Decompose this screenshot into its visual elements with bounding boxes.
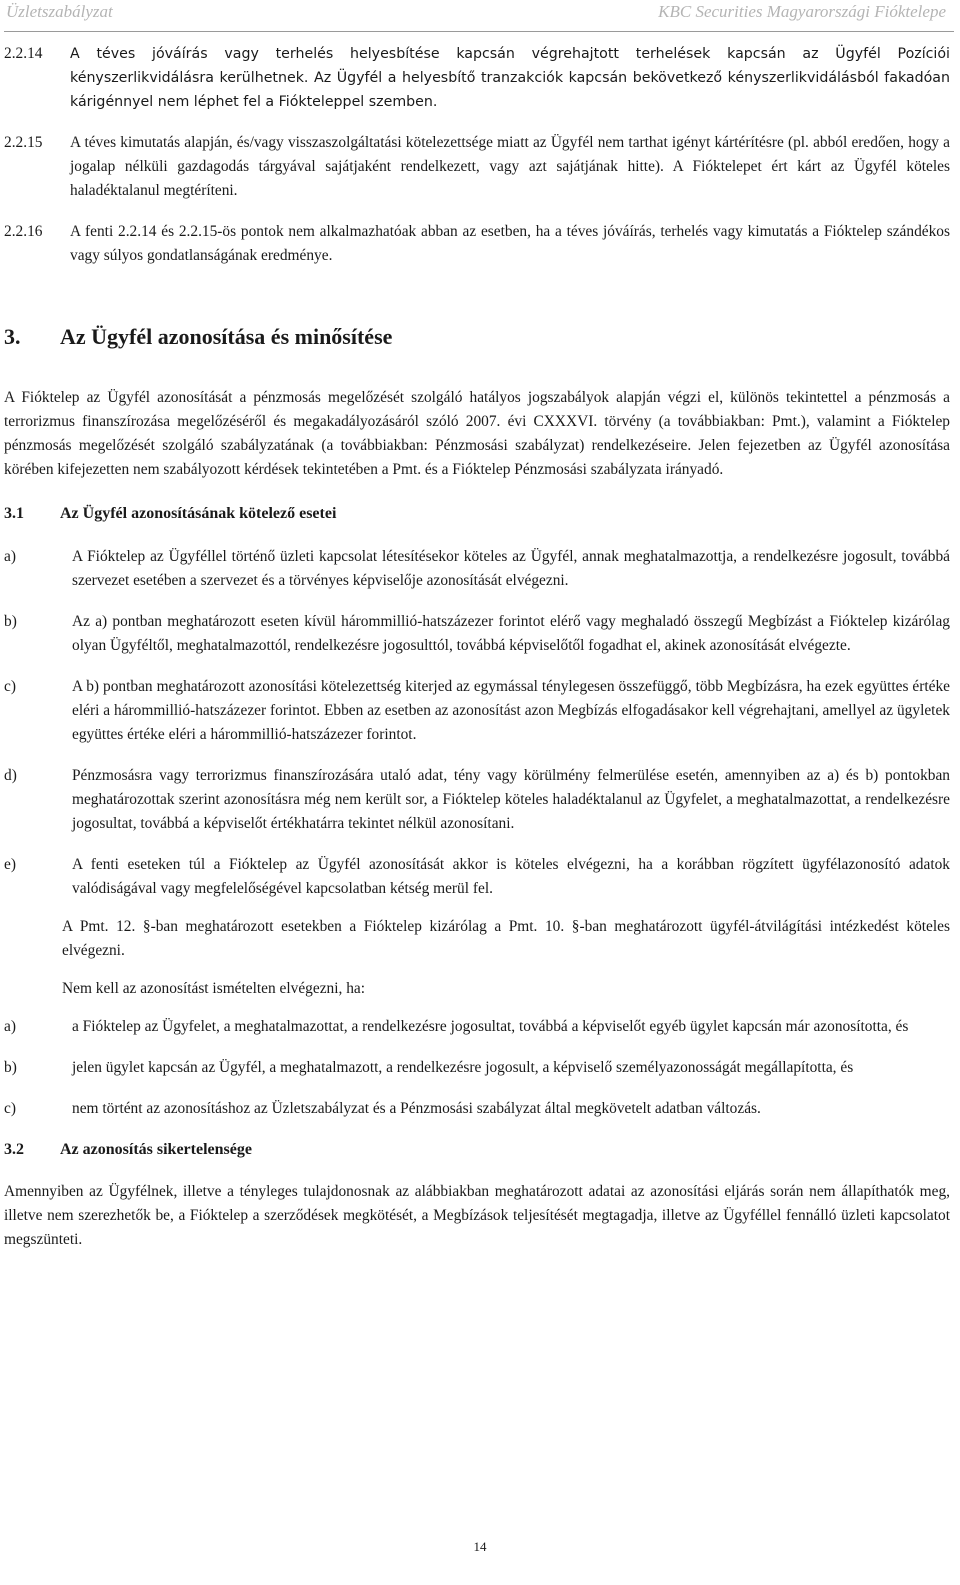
list-item-b	[4, 610, 950, 658]
list-text: A fenti eseteken túl a Fióktelep az Ügyfél azonosítását akkor is köteles elvégezni, ha a korábban rögzített ügyfélazonosító adatok valódiságával vagy megfelelőségével kapcsolatban kétség merül fel.	[72, 856, 950, 897]
list-text: A Fióktelep az Ügyféllel történő üzleti kapcsolat létesítésekor köteles az Ügyfél, annak meghatalmazottja, a rendelkezésre jogosult, továbbá szervezet esetében a szervezet és a törvényes képviselője azonosítását elvégezni.	[72, 548, 950, 589]
running-header	[0, 0, 960, 30]
header-document-title: Üzletszabályzat	[6, 2, 113, 21]
list-item-a	[4, 545, 950, 593]
section-number: 3.2	[4, 1141, 24, 1158]
list-text: nem történt az azonosításhoz az Üzletszabályzat és a Pénzmosási szabályzat által megkövetelt adatban változás.	[72, 1100, 761, 1117]
section-3-heading	[4, 322, 950, 352]
header-institution-name: KBC Securities Magyarországi Fióktelepe	[658, 2, 946, 21]
clause-number: 2.2.16	[4, 223, 43, 240]
list-text: a Fióktelep az Ügyfelet, a meghatalmazottat, a rendelkezésre jogosultat, továbbá a képviselőt egyéb ügylet kapcsán már azonosította, és	[72, 1018, 909, 1035]
section-number: 3.1	[4, 505, 24, 522]
clause-text: A téves kimutatás alapján, és/vagy visszaszolgáltatási kötelezettsége miatt az Ügyfél nem tarthat igényt kártérítésre (pl. abból eredően, hogy a jogalap nélküli gazdagodás tárgyával sajátjaként rendelkezett, vagy azt sajátjának hitte). A Fióktelepet ért kárt az Ügyfél köteles haladéktalanul megtéríteni.	[70, 134, 950, 199]
clause-number: 2.2.15	[4, 134, 43, 151]
no-repeat-item-c	[4, 1097, 950, 1121]
list-label: b)	[4, 613, 17, 630]
list-text: A b) pontban meghatározott azonosítási kötelezettség kiterjed az egymással ténylegesen összefüggő, több Megbízásra, ha ezek együttes értéke eléri a hárommillió-hatszázezer forintot. Ebben az esetben az azonosítást azon Megbízás elfogadásakor kell végrehajtani, amellyel az ügyletek együttes értéke eléri a hárommillió-hatszázezer forintot.	[72, 678, 950, 743]
section-title: Az azonosítás sikertelensége	[60, 1141, 252, 1158]
list-item-c	[4, 675, 950, 747]
clause-2-2-16	[4, 220, 950, 268]
section-title: Az Ügyfél azonosításának kötelező esetei	[60, 505, 337, 522]
list-label: b)	[4, 1059, 17, 1076]
section-title: Az Ügyfél azonosítása és minősítése	[60, 324, 393, 349]
no-repeat-item-a	[4, 1015, 950, 1039]
no-repeat-intro: Nem kell az azonosítást ismételten elvégezni, ha:	[62, 980, 365, 997]
clause-text: A téves jóváírás vagy terhelés helyesbítése kapcsán végrehajtott terhelések kapcsán az Ügyfél Pozíciói kényszerlikvidálásra kerülhetnek. Az Ügyfél a helyesbítő tranzakciók kapcsán bekövetkező kényszerlikvidálásból fakadóan kárigénnyel nem léphet fel a Fiókteleppel szemben.	[70, 46, 950, 110]
section-number: 3.	[4, 324, 21, 349]
list-label: d)	[4, 767, 17, 784]
clause-2-2-15	[4, 131, 950, 203]
list-label: e)	[4, 856, 16, 873]
document-body	[4, 42, 950, 1252]
section-3-2-text: Amennyiben az Ügyfélnek, illetve a tényleges tulajdonosnak az alábbiakban meghatározott adatai az azonosítási eljárás során nem állapíthatók meg, illetve nem szerezhetők be, a Fióktelep a szerződések megkötését, a Megbízások teljesítését megtagadja, illetve az Ügyféllel fennálló üzleti kapcsolatot megszünteti.	[4, 1183, 950, 1248]
page-number: 14	[473, 1539, 487, 1554]
clause-2-2-14	[4, 42, 950, 114]
list-text: Az a) pontban meghatározott eseten kívül hárommillió-hatszázezer forintot elérő vagy meghaladó összegű Megbízást a Fióktelep kizárólag olyan Ügyféltől, meghatalmazottól, rendelkezésre jogosulttól, továbbá képviselőtől fogadhat el, akinek azonosítását elvégezte.	[72, 613, 950, 654]
pmt-note: A Pmt. 12. §-ban meghatározott esetekben a Fióktelep kizárólag a Pmt. 10. §-ban meghatározott ügyfél-átvilágítási intézkedést köteles elvégezni.	[62, 918, 950, 959]
list-text: Pénzmosásra vagy terrorizmus finanszírozására utaló adat, tény vagy körülmény felmerülése esetén, amennyiben az a) és b) pontokban meghatározottak szerint azonosításra még nem került sor, a Fióktelep köteles haladéktalanul az Ügyfelet, a meghatalmazottat, a rendelkezésre jogosultat, továbbá a képviselőt értékhatárra tekintet nélkül azonosítani.	[72, 767, 950, 832]
list-label: a)	[4, 548, 16, 565]
section-3-1-heading	[4, 502, 950, 526]
list-text: jelen ügylet kapcsán az Ügyfél, a meghatalmazott, a rendelkezésre jogosult, a képviselő személyazonosságát megállapította, és	[72, 1059, 854, 1076]
list-label: a)	[4, 1018, 16, 1035]
section-3-intro: A Fióktelep az Ügyfél azonosítását a pénzmosás megelőzését szolgáló hatályos jogszabályok alapján végzi el, különös tekintettel a pénzmosás a terrorizmus finanszírozása megelőzéséről és megakadályozásáról szóló 2007. évi CXXXVI. törvény (a továbbiakban: Pmt.), valamint a Fióktelep pénzmosás megelőzését szolgáló szabályzatának (a továbbiakban: Pénzmosási szabályzat) rendelkezéseire. Jelen fejezetben az Ügyfél azonosítása körében kifejezetten nem szabályozott kérdések tekintetében a Pmt. és a Fióktelep Pénzmosási szabályzata irányadó.	[4, 389, 950, 478]
header-divider	[4, 31, 954, 32]
list-label: c)	[4, 1100, 16, 1117]
list-item-e	[4, 853, 950, 901]
no-repeat-item-b	[4, 1056, 950, 1080]
clause-number: 2.2.14	[4, 45, 43, 62]
list-label: c)	[4, 678, 16, 695]
list-item-d	[4, 764, 950, 836]
clause-text: A fenti 2.2.14 és 2.2.15-ös pontok nem alkalmazhatóak abban az esetben, ha a téves jóváírás, terhelés vagy kimutatás a Fióktelep szándékos vagy súlyos gondatlanságának eredménye.	[70, 223, 950, 264]
section-3-2-heading	[4, 1138, 950, 1162]
